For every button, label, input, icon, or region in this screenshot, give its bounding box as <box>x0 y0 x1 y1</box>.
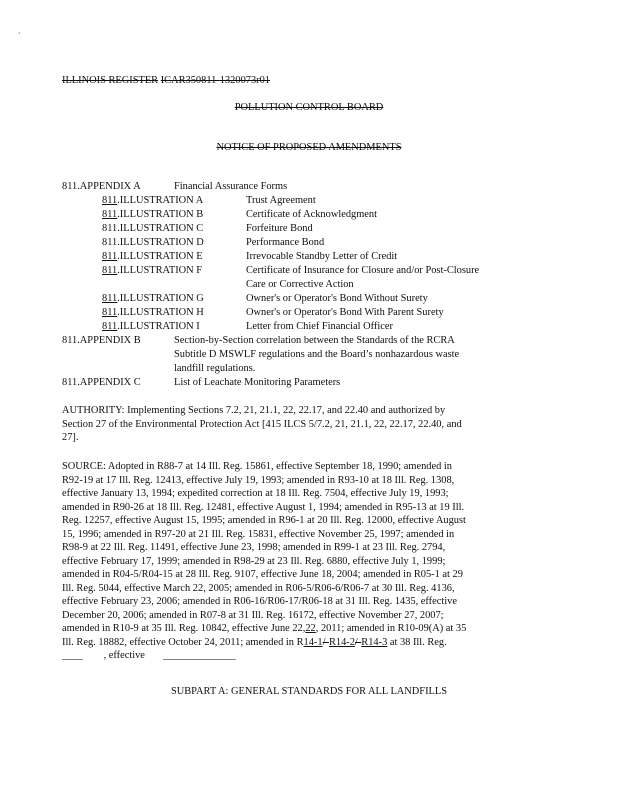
toc-illustration-code: 811.ILLUSTRATION H <box>102 307 204 318</box>
toc-illustration-title: Certificate of Acknowledgment <box>246 209 377 220</box>
source-line: amended in R10-9 at 35 Ill. Reg. 10842, effective June 22,22, 2011; amended in R10-09(A) at 35 <box>62 623 467 634</box>
source-line: R98-9 at 22 Ill. Reg. 11491, effective June 23, 1998; amended in R99-1 at 23 Ill. Reg. 2794, <box>62 542 446 553</box>
notice-title: NOTICE OF PROPOSED AMENDMENTS <box>216 142 402 153</box>
toc-illustration-code: 811.ILLUSTRATION C <box>102 223 204 234</box>
toc-illustration-title: Irrevocable Standby Letter of Credit <box>246 251 398 262</box>
authority-line: AUTHORITY: Implementing Sections 7.2, 21, 21.1, 22, 22.17, and 22.40 and authorized by <box>62 405 446 416</box>
toc-illustration-code: 811.ILLUSTRATION I <box>102 321 200 332</box>
source-line: amended in R90-26 at 18 Ill. Reg. 12481, effective August 1, 1994; amended in R95-13 at 19 Ill. <box>62 501 465 513</box>
authority-paragraph <box>62 404 538 445</box>
board-name: POLLUTION CONTROL BOARD <box>234 102 384 113</box>
source-line: ____ , effective ______________ <box>62 650 236 661</box>
source-line: Ill. Reg. 5044, effective March 22, 2005; amended in R06-5/R06-6/R06-7 at 30 Ill. Reg. 4136, <box>62 582 455 594</box>
source-line: SOURCE: Adopted in R88-7 at 14 Ill. Reg. 15861, effective September 18, 1990; amended in <box>62 461 452 472</box>
toc-illustration-code: 811.ILLUSTRATION B <box>102 209 204 220</box>
source-line: R92-19 at 17 Ill. Reg. 12413, effective July 19, 1993; amended in R93-10 at 18 Ill. Reg. 1308, <box>62 474 455 486</box>
source-line: Ill. Reg. 18882, effective October 24, 2011; amended in R14-1/-R14-2/-R14-3 at 38 Ill. Reg. <box>62 636 447 648</box>
toc-appendix-b-line: Section-by-Section correlation between the Standards of the RCRA <box>174 335 455 346</box>
toc-illustration-title: Owner's or Operator's Bond Without Surety <box>246 293 428 304</box>
toc-appendix-c-title: List of Leachate Monitoring Parameters <box>174 377 341 388</box>
toc-appendix-b-line: landfill regulations. <box>174 363 256 374</box>
source-line: effective February 23, 2006; amended in R06-16/R06-17/R06-18 at 31 Ill. Reg. 1435, effective <box>62 596 457 607</box>
source-line: 15, 1996; amended in R97-20 at 21 Ill. Reg. 15831, effective November 25, 1997; amended in <box>62 528 455 540</box>
toc-illustration-title: Certificate of Insurance for Closure and/or Post-Closure <box>246 265 480 276</box>
toc-appendix-b-code: 811.APPENDIX B <box>62 335 141 346</box>
subpart-heading: SUBPART A: GENERAL STANDARDS FOR ALL LANDFILLS <box>170 686 448 697</box>
toc-appendix-a-title: Financial Assurance Forms <box>174 181 288 192</box>
toc-illustration-title: Performance Bond <box>246 237 325 248</box>
source-line: Reg. 12257, effective August 15, 1995; amended in R96-1 at 20 Ill. Reg. 12000, effective August <box>62 515 466 526</box>
toc-illustration-code: 811.ILLUSTRATION G <box>102 293 204 304</box>
toc-illustration-title: Owner's or Operator's Bond With Parent Surety <box>246 307 444 318</box>
source-line: effective February 17, 1999; amended in R98-29 at 23 Ill. Reg. 6880, effective July 1, 1999; <box>62 555 446 567</box>
blank-effective-date: ______________ <box>163 650 236 661</box>
scan-mark: ` <box>18 31 21 41</box>
toc-appendix-a-code: 811.APPENDIX A <box>62 181 141 192</box>
authority-line: 27]. <box>62 432 79 443</box>
source-paragraph <box>62 460 538 663</box>
register-id: ICAR350811-1320073r01 <box>160 75 271 86</box>
register-name: ILLINOIS REGISTER <box>62 75 159 86</box>
toc-illustration-title-cont: Care or Corrective Action <box>246 279 354 290</box>
toc-illustration-title: Letter from Chief Financial Officer <box>246 321 393 332</box>
blank-register-page: ____ <box>62 650 83 661</box>
toc-illustration-code: 811.ILLUSTRATION D <box>102 237 204 248</box>
toc-illustration-code: 811.ILLUSTRATION E <box>102 251 203 262</box>
authority-line: Section 27 of the Environmental Protection Act [415 ILCS 5/7.2, 21, 21.1, 22, 22.17, 22.40, and <box>62 418 462 430</box>
toc-illustration-title: Forfeiture Bond <box>246 223 313 234</box>
toc-appendix-b-line: Subtitle D MSWLF regulations and the Board’s nonhazardous waste <box>174 349 460 360</box>
toc-illustration-title: Trust Agreement <box>246 195 316 206</box>
toc-illustration-code: 811.ILLUSTRATION A <box>102 195 204 206</box>
toc-appendix-c-code: 811.APPENDIX C <box>62 377 141 388</box>
register-header <box>62 74 270 88</box>
source-line: amended in R04-5/R04-15 at 28 Ill. Reg. 9107, effective June 18, 2004; amended in R05-1 at 29 <box>62 569 463 580</box>
toc-illustration-code: 811.ILLUSTRATION F <box>102 265 203 276</box>
source-line: effective January 13, 1994; expedited correction at 18 Ill. Reg. 7504, effective July 19, 1993; <box>62 488 449 499</box>
source-line: December 20, 2006; amended in R07-8 at 31 Ill. Reg. 16172, effective November 27, 2007; <box>62 609 444 621</box>
